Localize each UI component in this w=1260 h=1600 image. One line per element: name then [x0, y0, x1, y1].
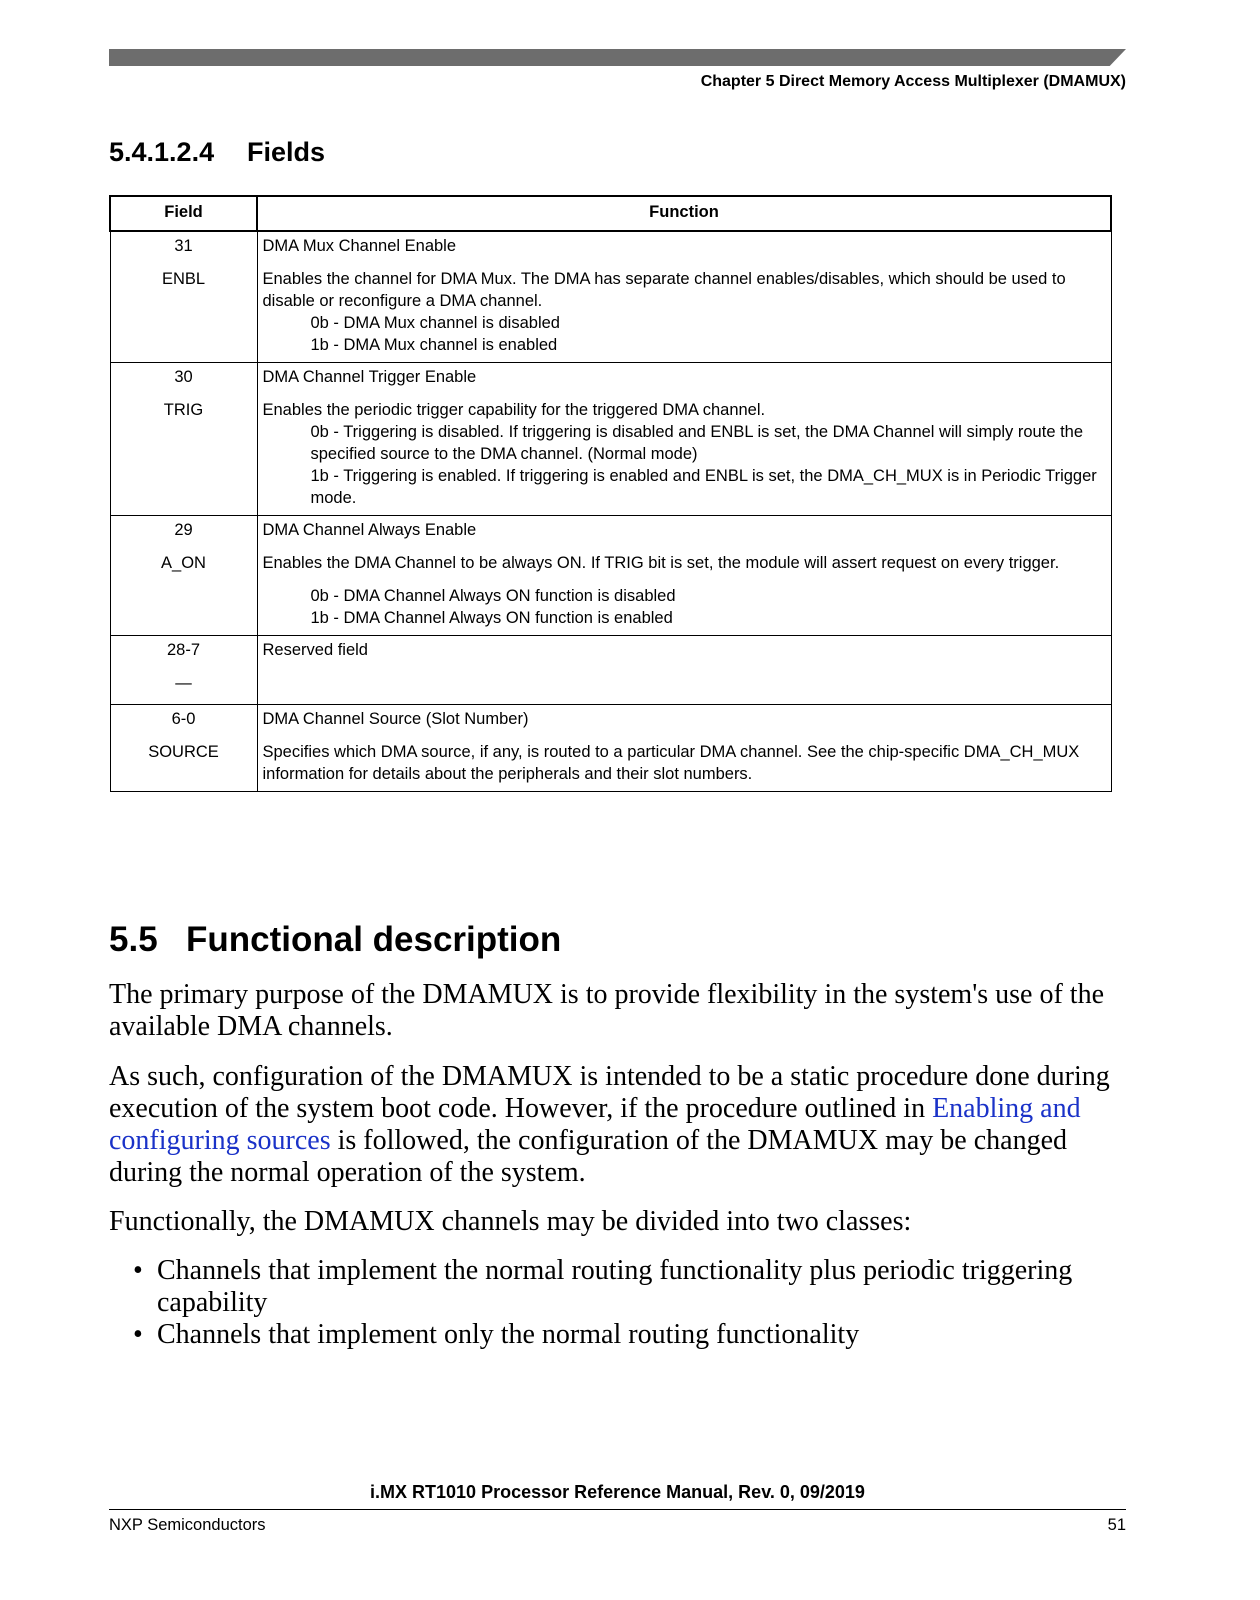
company-name: NXP Semiconductors — [109, 1516, 266, 1534]
chapter-title: Chapter 5 Direct Memory Access Multiplexer (DMAMUX) — [700, 73, 1126, 90]
function-cell — [257, 516, 1111, 636]
paragraph-1: The primary purpose of the DMAMUX is to provide flexibility in the system's use of the available DMA channels. — [109, 979, 1104, 1042]
header-bar — [109, 49, 1126, 66]
field-cell — [110, 363, 257, 516]
field-name: — — [175, 674, 192, 692]
field-cell — [110, 516, 257, 636]
table-row — [110, 363, 1111, 516]
table-row — [110, 231, 1111, 363]
function-title: DMA Channel Trigger Enable — [262, 368, 477, 386]
function-title: DMA Mux Channel Enable — [262, 237, 457, 255]
paragraph — [109, 1206, 1129, 1238]
paragraph — [109, 1061, 1129, 1189]
field-name: SOURCE — [148, 743, 219, 761]
section-heading — [109, 137, 325, 168]
field-bit: 6-0 — [171, 710, 196, 728]
function-cell — [257, 231, 1111, 363]
paragraph-2 — [109, 1061, 1129, 1189]
function-option: 0b - DMA Channel Always ON function is disabled — [310, 587, 676, 605]
section-title: Fields — [247, 137, 326, 167]
table-row — [110, 636, 1111, 705]
paragraph-3: Functionally, the DMAMUX channels may be divided into two classes: — [109, 1206, 912, 1237]
field-cell — [110, 231, 257, 363]
table-header-row — [110, 196, 1111, 231]
footer-divider — [109, 1509, 1126, 1510]
paragraph-2-text: As such, configuration of the DMAMUX is intended to be a static procedure done during execution of the system boot code. However, if the procedure outlined in — [109, 1061, 1110, 1124]
functional-number: 5.5 — [109, 920, 158, 959]
function-title: DMA Channel Always Enable — [262, 521, 477, 539]
bullet-icon: • — [133, 1319, 143, 1350]
manual-title: i.MX RT1010 Processor Reference Manual, Rev. 0, 09/2019 — [370, 1482, 865, 1502]
function-option: 1b - DMA Mux channel is enabled — [310, 336, 558, 354]
channel-classes-list — [133, 1255, 1123, 1351]
function-option: 1b - Triggering is enabled. If triggering is enabled and ENBL is set, the DMA_CH_MUX is in Periodic Trigger mode. — [310, 467, 1097, 507]
paragraph-2-text-end: is followed, the configuration of the DMAMUX may be changed during the normal operation of the system. — [109, 1125, 1067, 1188]
function-cell — [257, 636, 1111, 705]
field-name: TRIG — [163, 401, 204, 419]
functional-title: Functional description — [186, 920, 562, 959]
list-item-text: Channels that implement only the normal routing functionality — [157, 1319, 860, 1350]
function-title: Reserved field — [262, 641, 368, 659]
list-item — [133, 1255, 1123, 1319]
function-option: 1b - DMA Channel Always ON function is enabled — [310, 609, 673, 627]
field-name: ENBL — [161, 270, 206, 288]
paragraph — [109, 979, 1129, 1043]
table-row — [110, 705, 1111, 792]
function-title: DMA Channel Source (Slot Number) — [262, 710, 529, 728]
functional-heading — [109, 920, 561, 960]
field-bit: 31 — [174, 237, 193, 255]
page-number: 51 — [1107, 1516, 1126, 1534]
function-description: Enables the periodic trigger capability for the triggered DMA channel. — [262, 401, 766, 419]
section-number: 5.4.1.2.4 — [109, 137, 215, 167]
column-header-field: Field — [110, 196, 257, 231]
field-name: A_ON — [161, 554, 206, 572]
function-description: Specifies which DMA source, if any, is routed to a particular DMA channel. See the chip-specific DMA_CH_MUX information for details about the peripherals and their slot numbers. — [262, 743, 1080, 783]
fields-table — [109, 195, 1112, 792]
field-bit: 29 — [174, 521, 193, 539]
function-description: Enables the channel for DMA Mux. The DMA has separate channel enables/disables, which should be used to disable or reconfigure a DMA channel. — [262, 270, 1066, 310]
list-item-text: Channels that implement the normal routing functionality plus periodic triggering capability — [157, 1255, 1073, 1318]
table-row — [110, 516, 1111, 636]
function-option: 0b - DMA Mux channel is disabled — [310, 314, 560, 332]
list-item — [133, 1319, 1123, 1351]
enabling-sources-link[interactable]: Enabling and configuring sources — [109, 1093, 1081, 1156]
function-cell — [257, 363, 1111, 516]
function-description: Enables the DMA Channel to be always ON. If TRIG bit is set, the module will assert request on every trigger. — [262, 554, 1060, 572]
function-cell — [257, 705, 1111, 792]
field-cell — [110, 636, 257, 705]
column-header-function: Function — [257, 196, 1111, 231]
field-bit: 28-7 — [166, 641, 201, 659]
field-cell — [110, 705, 257, 792]
function-option: 0b - Triggering is disabled. If triggering is disabled and ENBL is set, the DMA Channel will simply route the specified source to the DMA channel. (Normal mode) — [310, 423, 1084, 463]
field-bit: 30 — [174, 368, 193, 386]
bullet-icon: • — [133, 1255, 143, 1286]
